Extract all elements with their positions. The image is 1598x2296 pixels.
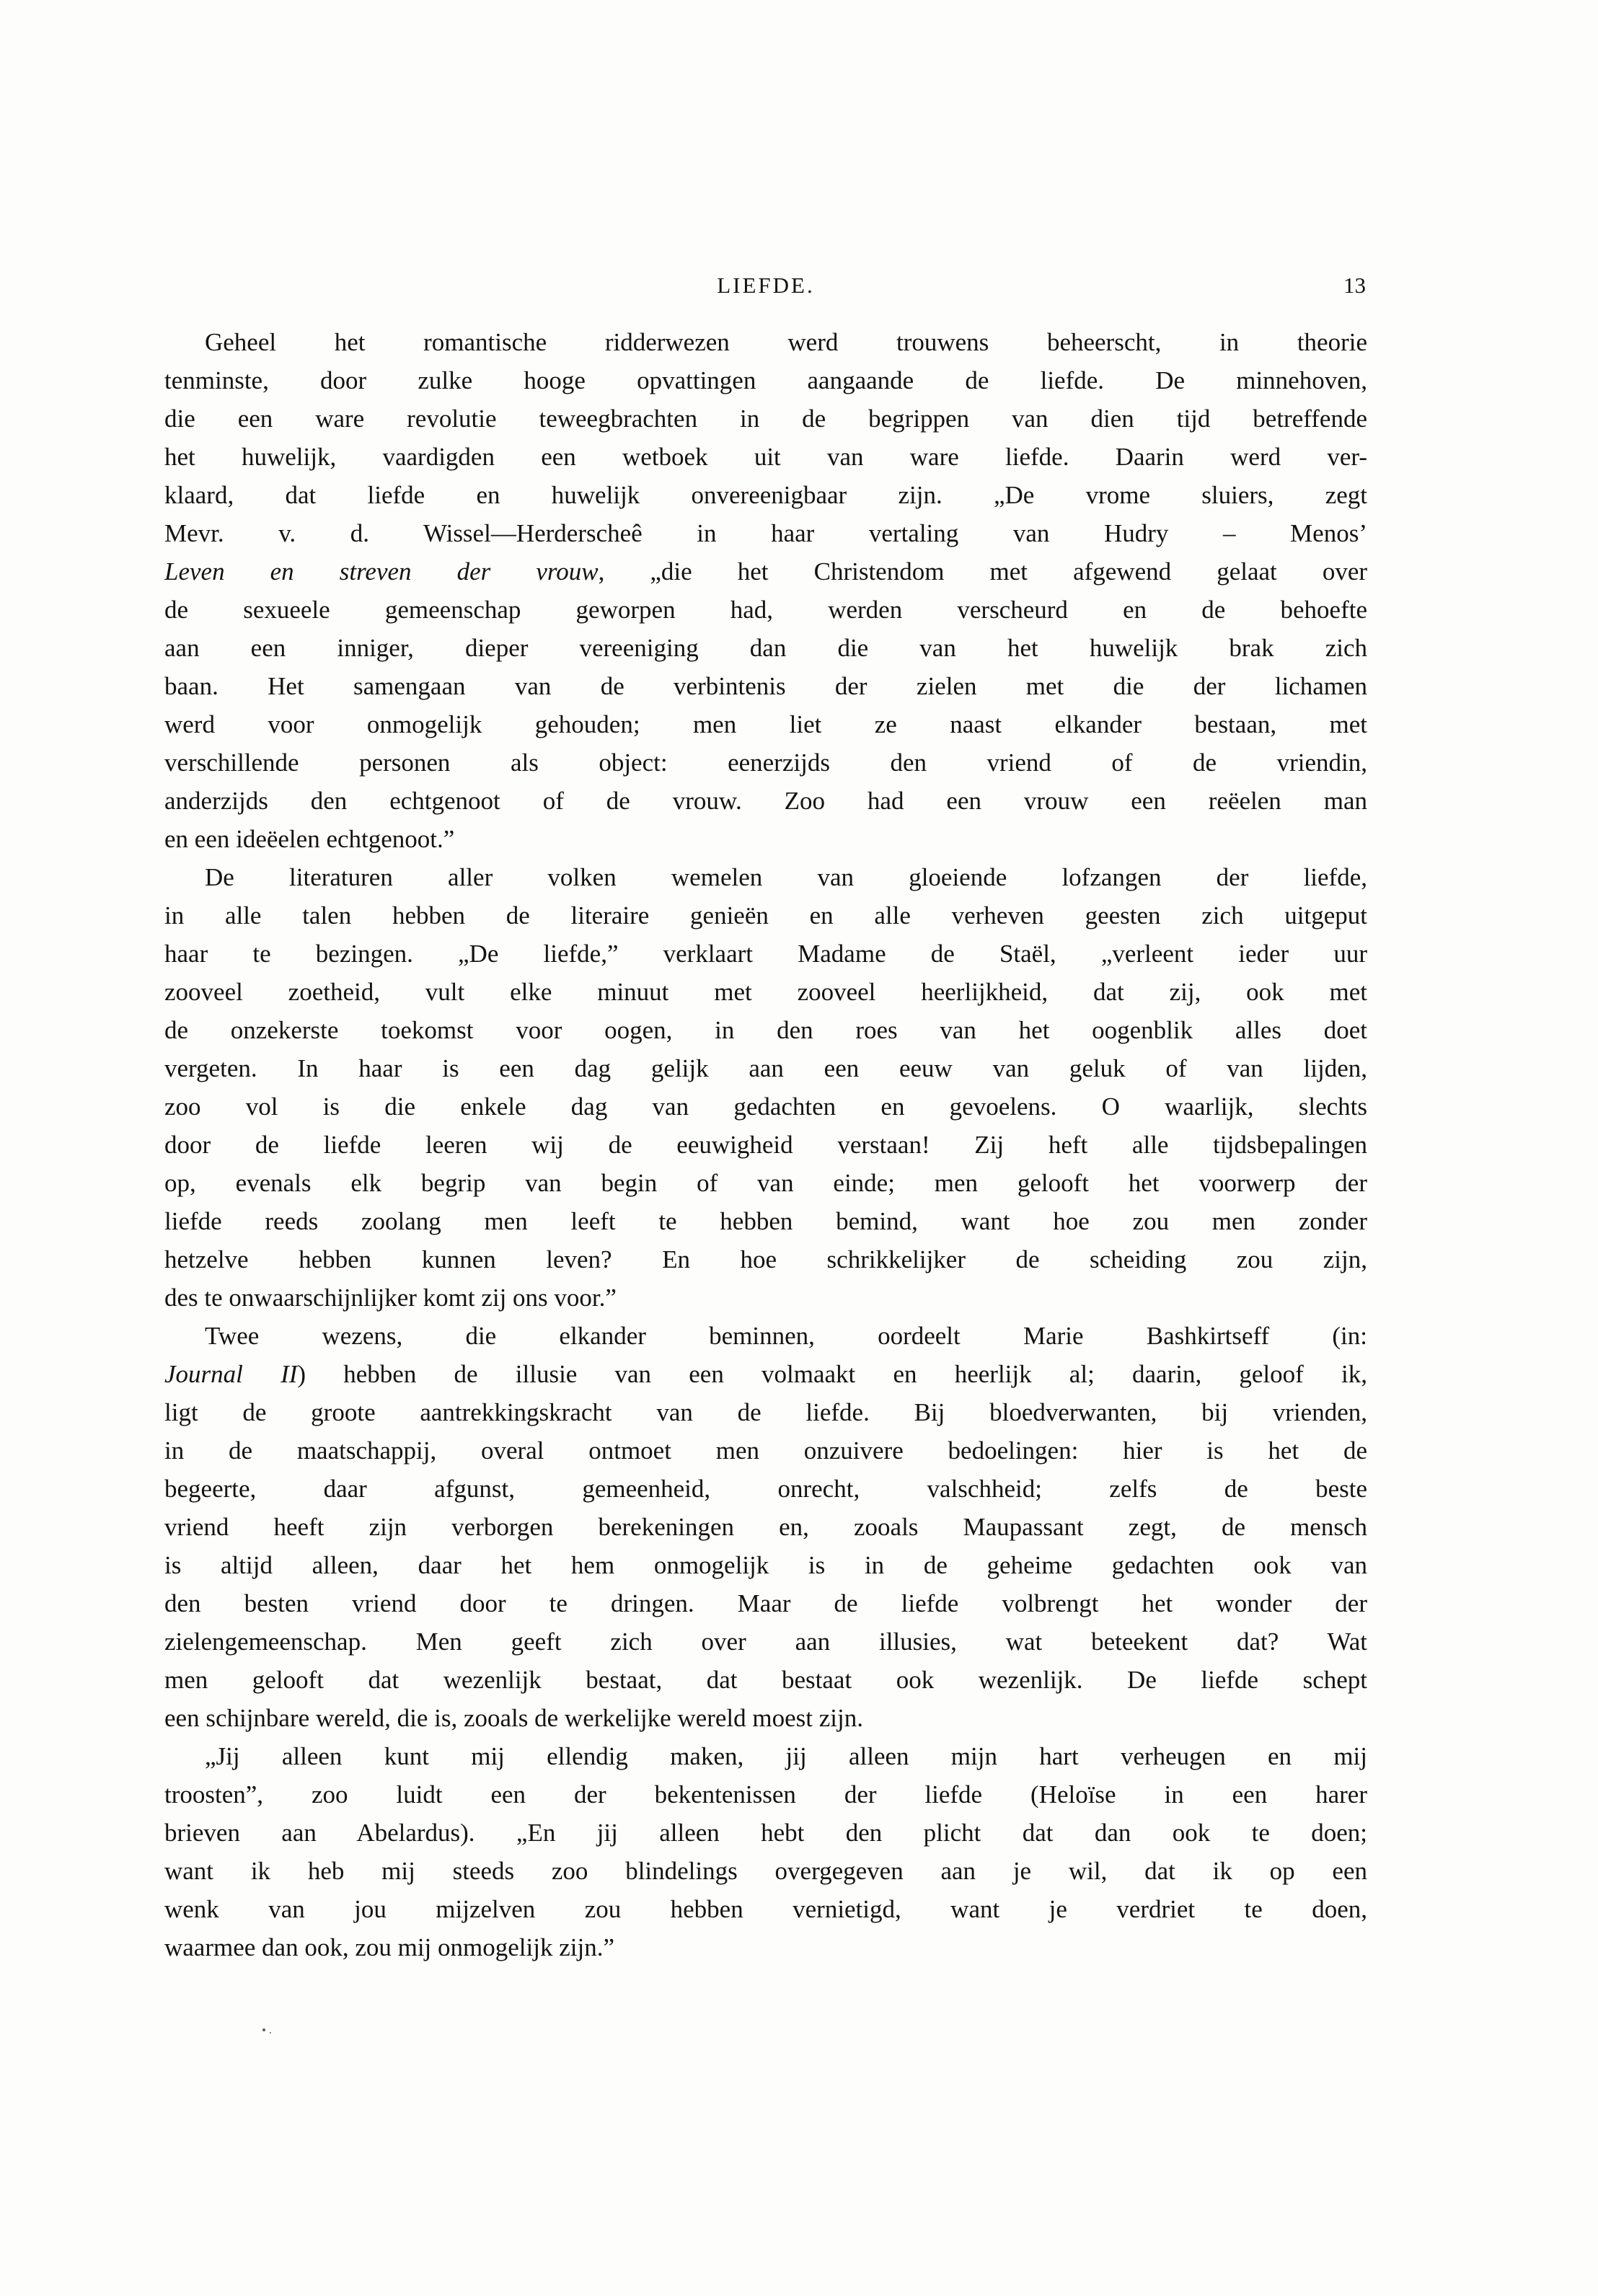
text-line: tenminste, door zulke hooge opvattingen aangaande de liefde. De minnehoven, bbox=[164, 366, 1367, 394]
text-line: vriend heeft zijn verborgen berekeningen en, zooals Maupassant zegt, de mensch bbox=[164, 1513, 1367, 1541]
page-number: 13 bbox=[1343, 273, 1366, 298]
text-line: vergeten. In haar is een dag gelijk aan een eeuw van geluk of van lijden, bbox=[164, 1054, 1367, 1082]
text-line: die een ware revolutie teweegbrachten in de begrippen van dien tijd betreffende bbox=[164, 405, 1367, 433]
text-line: „Jij alleen kunt mij ellendig maken, jij alleen mijn hart verheugen en mij bbox=[205, 1742, 1367, 1770]
text-line: waarmee dan ook, zou mij onmogelijk zijn.” bbox=[164, 1933, 614, 1961]
text-line: Mevr. v. d. Wissel—Herderscheê in haar vertaling van Hudry – Menos’ bbox=[164, 519, 1367, 547]
text-line: op, evenals elk begrip van begin of van einde; men gelooft het voorwerp der bbox=[164, 1169, 1367, 1197]
text-line: haar te bezingen. „De liefde,” verklaart Madame de Staël, „verleent ieder uur bbox=[164, 940, 1367, 968]
text-line: aan een inniger, dieper vereeniging dan die van het huwelijk brak zich bbox=[164, 634, 1367, 662]
text-line: den besten vriend door te dringen. Maar de liefde volbrengt het wonder der bbox=[164, 1589, 1367, 1617]
running-title: LIEFDE. bbox=[717, 273, 815, 298]
text-line: Twee wezens, die elkander beminnen, oordeelt Marie Bashkirtseff (in: bbox=[205, 1322, 1367, 1350]
text-line: men gelooft dat wezenlijk bestaat, dat bestaat ook wezenlijk. De liefde schept bbox=[164, 1666, 1367, 1694]
text-line: baan. Het samengaan van de verbintenis der zielen met die der lichamen bbox=[164, 672, 1367, 700]
text-line: in alle talen hebben de literaire genieën en alle verheven geesten zich uitgeput bbox=[164, 901, 1367, 930]
text-line: door de liefde leeren wij de eeuwigheid verstaan! Zij heft alle tijdsbepalingen bbox=[164, 1131, 1367, 1159]
text-line: De literaturen aller volken wemelen van gloeiende lofzangen der liefde, bbox=[205, 863, 1367, 891]
text-line: anderzijds den echtgenoot of de vrouw. Zoo had een vrouw een reëelen man bbox=[164, 787, 1367, 815]
text-line: want ik heb mij steeds zoo blindelings overgegeven aan je wil, dat ik op een bbox=[164, 1857, 1367, 1885]
text-line: is altijd alleen, daar het hem onmogelijk is in de geheime gedachten ook van bbox=[164, 1551, 1367, 1579]
paragraph bbox=[164, 858, 1367, 1317]
text-line: werd voor onmogelijk gehouden; men liet ze naast elkander bestaan, met bbox=[164, 710, 1367, 738]
text-line: des te onwaarschijnlijker komt zij ons voor.” bbox=[164, 1284, 617, 1312]
text-line: en een ideëelen echtgenoot.” bbox=[164, 825, 455, 853]
text-line: wenk van jou mijzelven zou hebben vernietigd, want je verdriet te doen, bbox=[164, 1895, 1367, 1923]
text-line: de onzekerste toekomst voor oogen, in den roes van het oogenblik alles doet bbox=[164, 1016, 1367, 1044]
text-line: in de maatschappij, overal ontmoet men onzuivere bedoelingen: hier is het de bbox=[164, 1436, 1367, 1465]
paragraph bbox=[164, 323, 1367, 858]
text-line: begeerte, daar afgunst, gemeenheid, onrecht, valschheid; zelfs de beste bbox=[164, 1475, 1367, 1503]
text-line: ligt de groote aantrekkingskracht van de liefde. Bij bloedverwanten, bij vrienden, bbox=[164, 1398, 1367, 1426]
text-line: Geheel het romantische ridderwezen werd trouwens beheerscht, in theorie bbox=[205, 328, 1367, 356]
text-line: het huwelijk, vaardigden een wetboek uit van ware liefde. Daarin werd ver- bbox=[164, 443, 1367, 471]
text-line: Journal II) hebben de illusie van een volmaakt en heerlijk al; daarin, geloof ik, bbox=[164, 1360, 1367, 1388]
text-line: zielengemeenschap. Men geeft zich over aan illusies, wat beteekent dat? Wat bbox=[164, 1628, 1367, 1656]
paragraph bbox=[164, 1317, 1367, 1737]
text-line: klaard, dat liefde en huwelijk onvereenigbaar zijn. „De vrome sluiers, zegt bbox=[164, 481, 1367, 509]
text-line: hetzelve hebben kunnen leven? En hoe schrikkelijker de scheiding zou zijn, bbox=[164, 1245, 1367, 1273]
text-line: de sexueele gemeenschap geworpen had, werden verscheurd en de behoefte bbox=[164, 596, 1367, 624]
text-line: zoo vol is die enkele dag van gedachten en gevoelens. O waarlijk, slechts bbox=[164, 1092, 1367, 1121]
text-line: liefde reeds zoolang men leeft te hebben bemind, want hoe zou men zonder bbox=[164, 1207, 1367, 1235]
paragraph bbox=[164, 1737, 1367, 1966]
page-header bbox=[164, 271, 1367, 303]
body-text bbox=[164, 323, 1367, 1966]
scan-artifact bbox=[262, 2028, 265, 2031]
text-line: een schijnbare wereld, die is, zooals de werkelijke wereld moest zijn. bbox=[164, 1704, 863, 1732]
text-line: zooveel zoetheid, vult elke minuut met zooveel heerlijkheid, dat zij, ook met bbox=[164, 978, 1367, 1006]
text-line: verschillende personen als object: eenerzijds den vriend of de vriendin, bbox=[164, 749, 1367, 777]
text-line: Leven en streven der vrouw, „die het Christendom met afgewend gelaat over bbox=[164, 557, 1368, 586]
text-line: brieven aan Abelardus). „En jij alleen hebt den plicht dat dan ook te doen; bbox=[164, 1819, 1367, 1847]
text-line: troosten”, zoo luidt een der bekentenissen der liefde (Heloïse in een harer bbox=[164, 1780, 1367, 1809]
